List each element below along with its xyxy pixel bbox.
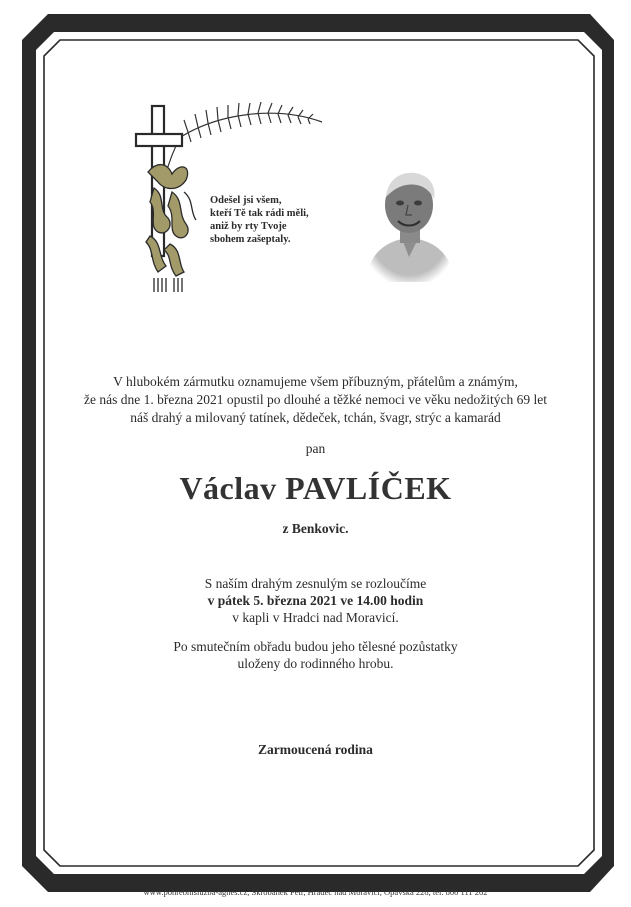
farewell-line: S naším drahým zesnulým se rozloučíme bbox=[204, 576, 427, 591]
verse-line: aniž by rty Tvoje bbox=[210, 221, 287, 232]
verse bbox=[210, 194, 340, 246]
remains-info bbox=[40, 638, 591, 672]
announcement-intro bbox=[40, 373, 591, 427]
verse-line: kteří Tě tak rádi měli, bbox=[210, 208, 309, 219]
farewell-place: v kapli v Hradci nad Moravicí. bbox=[232, 610, 399, 625]
signature: Zarmoucená rodina bbox=[258, 742, 373, 757]
remains-line: Po smutečním obřadu budou jeho tělesné pozůstatky bbox=[173, 639, 458, 654]
farewell-date: v pátek 5. března 2021 ve 14.00 hodin bbox=[207, 593, 424, 608]
intro-line: náš drahý a milovaný tatínek, dědeček, tchán, švagr, strýc a kamarád bbox=[130, 410, 501, 425]
intro-line: že nás dne 1. března 2021 opustil po dlouhé a těžké nemoci ve věku nedožitých 69 let bbox=[84, 392, 547, 407]
deceased-origin: z Benkovic. bbox=[282, 521, 349, 536]
honorific: pan bbox=[305, 441, 326, 456]
footer-contact: www.pohrebnisluzba-agnes.cz, Škrobánek Petr, Hradec nad Moravicí, Opavská 228, tel. 800 111 202 bbox=[143, 887, 488, 897]
intro-line: V hlubokém zármutku oznamujeme všem příbuzným, přátelům a známým, bbox=[113, 374, 518, 389]
remains-line: uloženy do rodinného hrobu. bbox=[237, 656, 394, 671]
deceased-name: Václav PAVLÍČEK bbox=[179, 470, 452, 506]
farewell-info bbox=[40, 575, 591, 626]
verse-line: sbohem zašeptaly. bbox=[210, 234, 291, 245]
verse-line: Odešel jsi všem, bbox=[210, 195, 282, 206]
portrait-photo bbox=[362, 165, 457, 282]
